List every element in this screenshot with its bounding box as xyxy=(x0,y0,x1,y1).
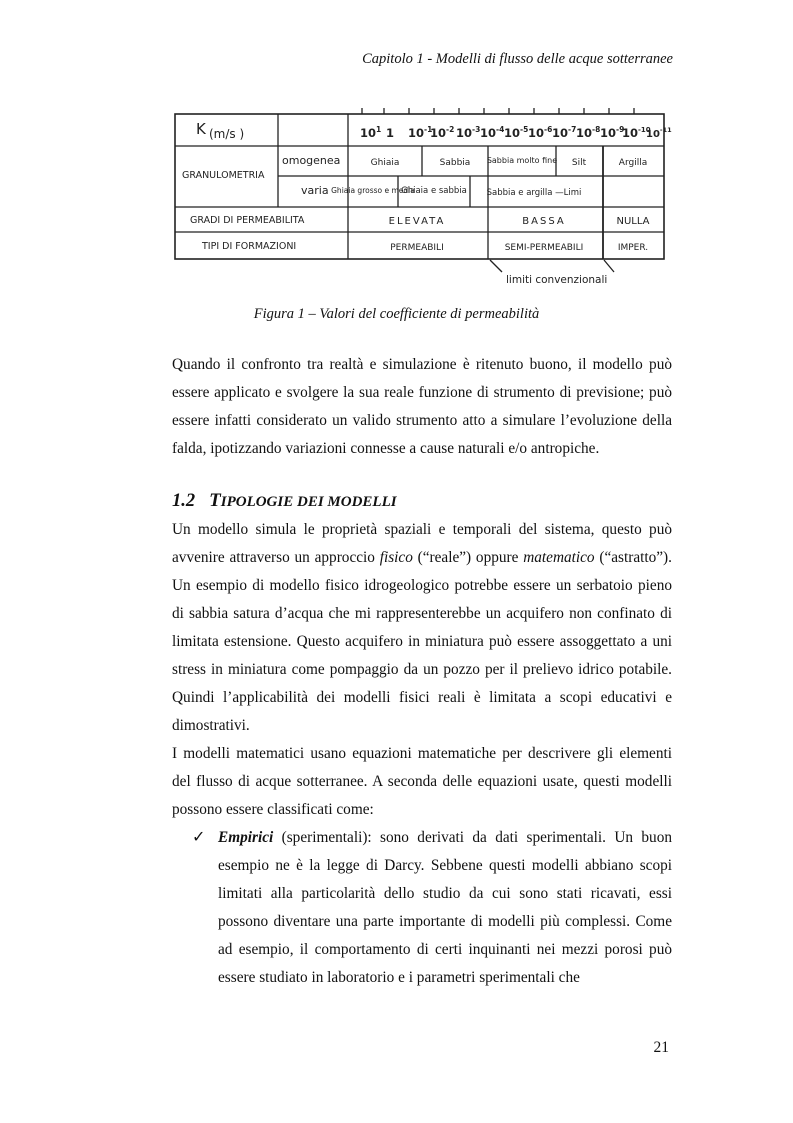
scale-exp: -1 xyxy=(424,125,433,134)
cell-argilla: Argilla xyxy=(618,158,648,168)
tipo-semi-permeabili: SEMI-PERMEABILI xyxy=(504,243,584,253)
paragraph-1 xyxy=(172,351,672,463)
paragraph-2-c: (“astratto”). Un esempio di modello fisico idrogeologico potrebbe essere un serbatoio pieno di sabbia satura d’acqua che mi rappresenterebbe un acquifero non confinato di limitata estensione. Questo acquifero in miniatura può essere assoggettato a uni stress in miniatura come pompaggio da un pozzo per il prelievo idrico potabile. Quindi l’applicabilità dei modelli fisici reali è limitata a scopi educativi e dimostrativi. xyxy=(172,549,672,734)
granulometria-label: GRANULOMETRIA xyxy=(182,170,265,181)
svg-text:10-3 xyxy=(456,125,480,140)
paragraph-3: I modelli matematici usano equazioni matematiche per descrivere gli elementi del flusso di acque sotterranee. A seconda delle equazioni usate, questi modelli possono essere classificati come: xyxy=(172,745,672,818)
scale-label: 10 xyxy=(480,126,497,140)
cell-ghiaia-grosso: Ghiaia grosso e media xyxy=(331,186,415,195)
scale-label: 1 xyxy=(386,126,395,140)
scale-label: 10 xyxy=(408,126,425,140)
svg-text:10-2 xyxy=(430,125,454,140)
scale-exp: -2 xyxy=(446,125,455,134)
svg-text:1 xyxy=(386,126,394,140)
grado-bassa: BASSA xyxy=(522,216,566,227)
bullet-term: Empirici xyxy=(218,829,274,846)
omogenea-label: omogenea xyxy=(282,154,341,167)
scale-label: 10 xyxy=(456,126,473,140)
main-text xyxy=(172,516,672,992)
section-title-initial: T xyxy=(209,490,221,511)
scale-label: 10 xyxy=(360,126,377,140)
svg-text:10-4 xyxy=(480,125,504,140)
scale-exp: -8 xyxy=(592,125,601,134)
svg-text:10-8 xyxy=(576,125,600,140)
k-scale xyxy=(360,125,672,140)
tipo-permeabili: PERMEABILI xyxy=(390,243,444,253)
cell-ghiaia: Ghiaia xyxy=(370,158,400,168)
gradi-label: GRADI DI PERMEABILITA xyxy=(190,215,305,226)
running-header: Capitolo 1 - Modelli di flusso delle acque sotterranee xyxy=(362,51,673,67)
bullet-body: (sperimentali): sono derivati da dati sperimentali. Un buon esempio ne è la legge di Darcy. Sebbene questi modelli abbiano scopi limitati alla particolarità dello studio da cui sono stati ricavati, essi possono diventare una parte importante di modelli più complessi. Come ad esempio, il comportamento di certi inquinanti nei mezzi porosi può essere studiato in laboratorio e i parametri sperimentali che xyxy=(218,829,672,986)
scale-label: 10 xyxy=(552,126,569,140)
svg-text:10-1 xyxy=(408,125,432,140)
section-title-rest: IPOLOGIE DEI MODELLI xyxy=(220,494,397,510)
permeability-figure xyxy=(172,100,672,290)
scale-exp: -5 xyxy=(520,125,529,134)
cell-ghiaia-sabbia: Ghiaia e sabbia xyxy=(401,186,467,196)
section-number: 1.2 xyxy=(172,491,196,511)
cell-silt: Silt xyxy=(571,158,587,168)
scale-label: 10 xyxy=(576,126,593,140)
figure-caption: Figura 1 – Valori del coefficiente di permeabilità xyxy=(253,306,540,322)
svg-text:10-11 xyxy=(646,126,672,140)
svg-text:10-9 xyxy=(600,125,624,140)
paragraph-1-text: Quando il confronto tra realtà e simulazione è ritenuto buono, il modello può essere applicato e svolgere la sua reale funzione di strumento di previsione; può essere infatti considerato un valido strumento atto a simulare l’evoluzione della falda, ipotizzando variazioni connesse a cause naturali e/o antropiche. xyxy=(172,356,672,457)
svg-text:101 xyxy=(360,125,381,140)
scale-exp: -6 xyxy=(544,125,553,134)
scale-label: 10 xyxy=(528,126,545,140)
cell-sabbia-molto-fine: Sabbia molto fine xyxy=(486,156,558,165)
scale-exp: -10 xyxy=(638,126,651,134)
k-symbol: K xyxy=(196,120,206,138)
scale-exp: -11 xyxy=(659,126,672,134)
scale-label: 10 xyxy=(646,129,660,140)
bullet-empirici xyxy=(172,824,672,992)
scale-exp: 1 xyxy=(376,125,382,134)
page-number: 21 xyxy=(653,1039,669,1056)
paragraph-2 xyxy=(172,516,672,740)
term-fisico: fisico xyxy=(379,549,413,566)
cell-sabbia: Sabbia xyxy=(439,158,471,168)
bullet-text xyxy=(218,824,672,992)
scale-exp: -4 xyxy=(496,125,505,134)
scale-label: 10 xyxy=(504,126,521,140)
scale-exp: -7 xyxy=(568,125,577,134)
paragraph-2-b: (“reale”) oppure xyxy=(412,549,524,566)
varia-label: varia xyxy=(301,184,329,197)
scale-exp: -9 xyxy=(616,125,625,134)
svg-text:10-7 xyxy=(552,125,576,140)
grado-elevata: ELEVATA xyxy=(388,216,446,227)
section-heading xyxy=(172,490,397,512)
scale-label: 10 xyxy=(600,126,617,140)
scale-label: 10 xyxy=(622,126,639,140)
tipi-label: TIPI DI FORMAZIONI xyxy=(202,241,297,252)
checkmark-icon: ✓ xyxy=(192,829,206,846)
scale-label: 10 xyxy=(430,126,447,140)
term-matematico: matematico xyxy=(523,549,595,566)
scale-exp: -3 xyxy=(472,125,481,134)
paragraph-2-a: Un modello simula le proprietà spaziali e temporali del sistema, questo può avvenire attraverso un approccio xyxy=(172,521,672,566)
limiti-label: limiti convenzionali xyxy=(506,274,608,286)
tipo-imper: IMPER. xyxy=(617,243,649,253)
grado-nulla: NULLA xyxy=(616,216,650,227)
cell-sabbia-argilla: Sabbia e argilla —Limi xyxy=(486,188,582,198)
svg-text:10-6 xyxy=(528,125,552,140)
k-unit: (m/s ) xyxy=(209,127,245,141)
svg-text:10-5 xyxy=(504,125,528,140)
